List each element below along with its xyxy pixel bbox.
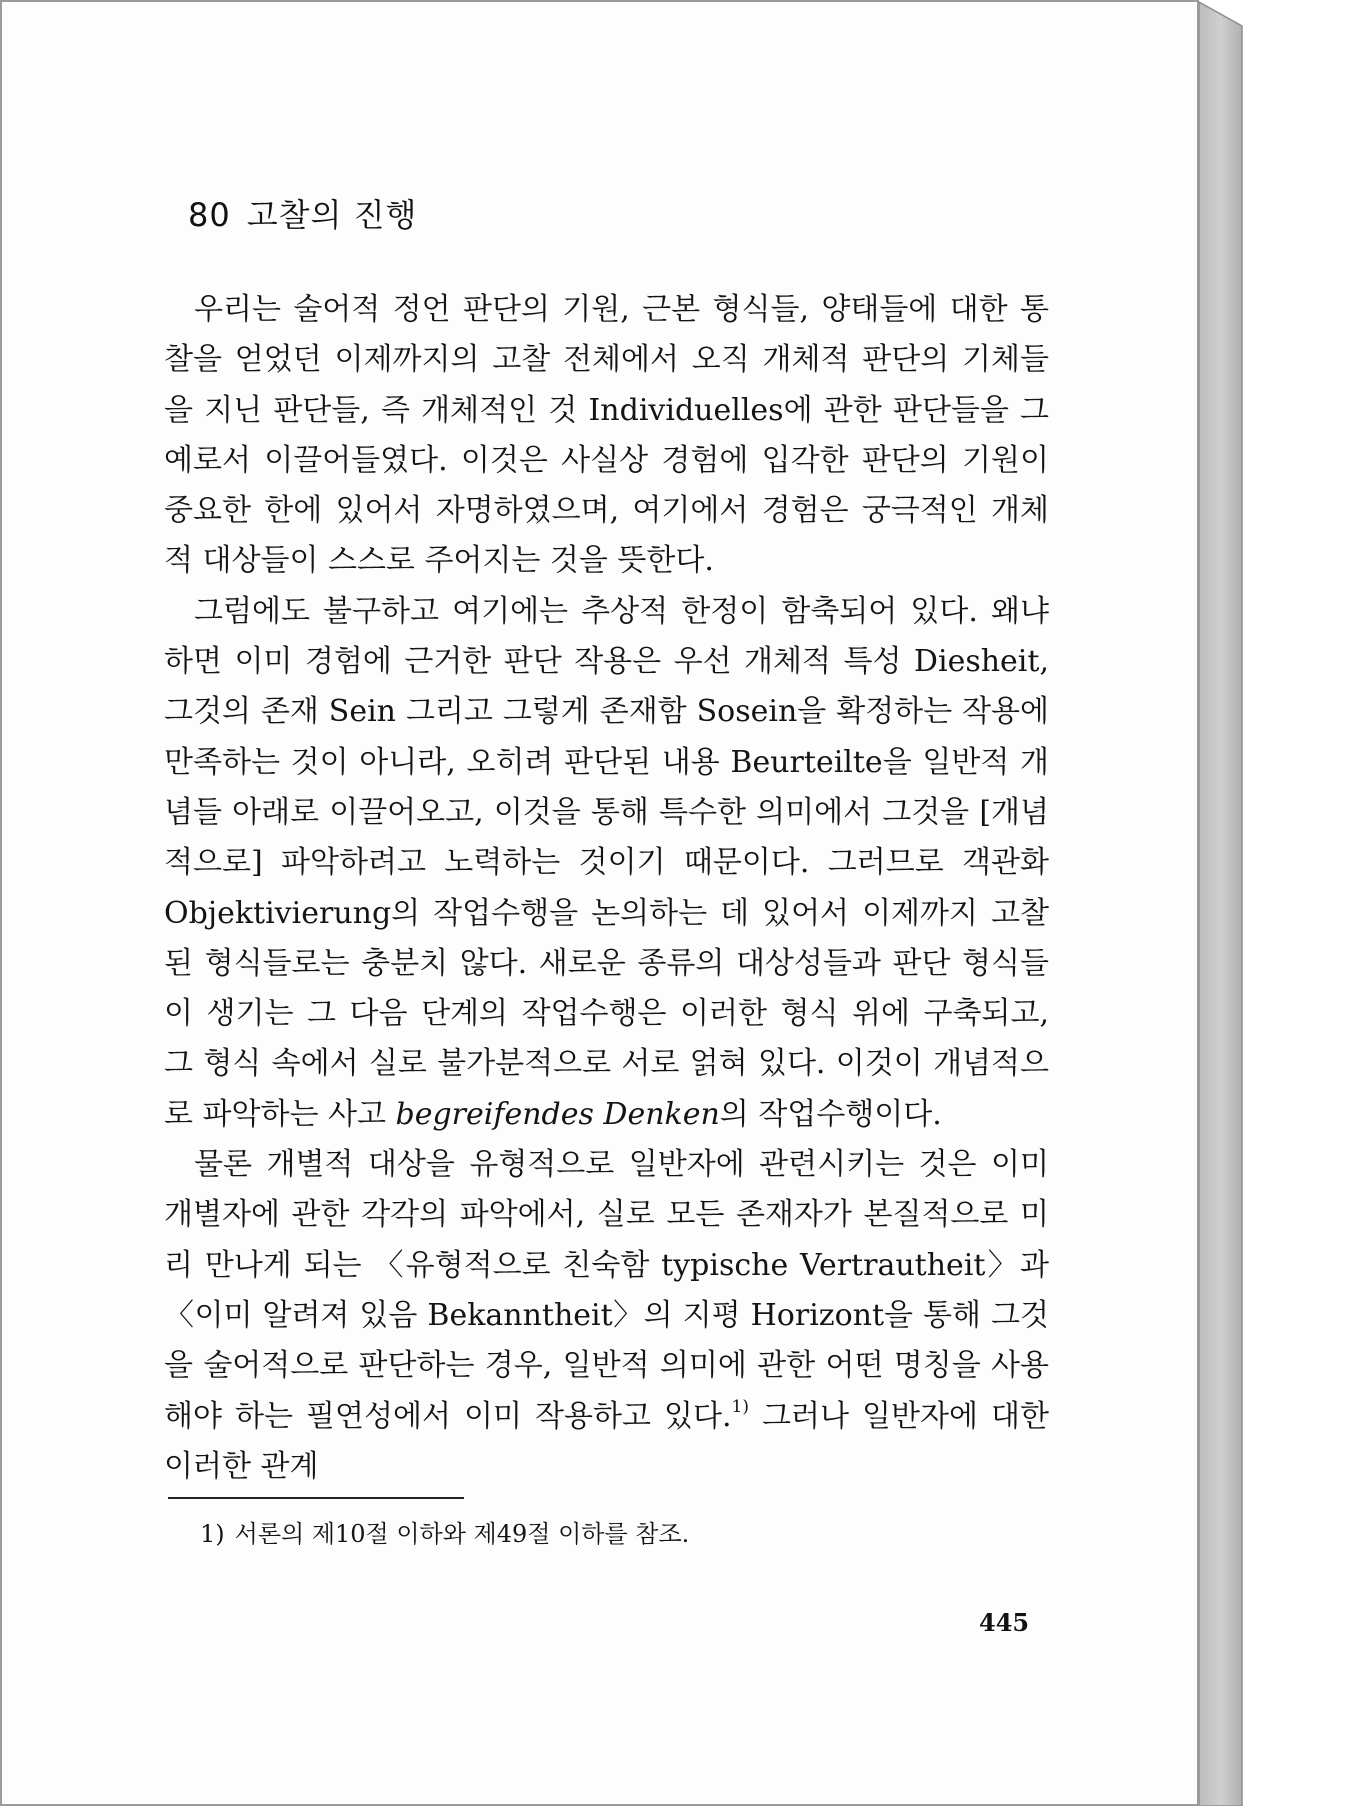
paragraph-3 bbox=[164, 1140, 1049, 1492]
italic-term: begreifendes Denken bbox=[395, 1096, 720, 1132]
footnote-divider bbox=[168, 1497, 464, 1499]
paragraph-1-text: 우리는 술어적 정언 판단의 기원, 근본 형식들, 양태들에 대한 통찰을 얻었던 이제까지의 고찰 전체에서 오직 개체적 판단의 기체들을 지닌 판단들, 즉 개체적인 것 Individuelles에 관한 판단들을 그 예로서 이끌어들였다. 이것은 사실상 경험에 입각한 판단의 기원이 중요한 한에 있어서 자명하였으며, 여기에서 경험은 궁극적인 개체적 대상들이 스스로 주어지는 것을 뜻한다. bbox=[164, 292, 1049, 579]
footnote-text: 서론의 제10절 이하와 제49절 이하를 참조. bbox=[234, 1520, 690, 1548]
page-edge-shading bbox=[1199, 0, 1249, 1806]
footnote-reference[interactable]: 1) bbox=[731, 1396, 749, 1417]
page-number: 445 bbox=[979, 1608, 1030, 1637]
paragraph-2-text: 그럼에도 불구하고 여기에는 추상적 한정이 함축되어 있다. 왜냐하면 이미 경험에 근거한 판단 작용은 우선 개체적 특성 Diesheit, 그것의 존재 Sein 그리고 그렇게 존재함 Sosein을 확정하는 작용에 만족하는 것이 아니라, 오히려 판단된 내용 Beurteilte을 일반적 개념들 아래로 이끌어오고, 이것을 통해 특수한 의미에서 그것을 [개념적으로] 파악하려고 노력하는 것이기 때문이다. 그러므로 객관화 Objektivierung의 작업수행을 논의하는 데 있어서 이제까지 고찰된 형식들로는 충분치 않다. 새로운 종류의 대상성들과 판단 형식들이 생기는 그 다음 단계의 작업수행은 이러한 형식 위에 구축되고, 그 형식 속에서 실로 불가분적으로 서로 얽혀 있다. 이것이 개념적으로 파악하는 사고 bbox=[164, 593, 1049, 1132]
footnote-mark: 1) bbox=[200, 1520, 225, 1548]
footnote bbox=[200, 1519, 689, 1549]
paragraph-2 bbox=[164, 587, 1049, 1140]
paragraph-3-text: 물론 개별적 대상을 유형적으로 일반자에 관련시키는 것은 이미 개별자에 관한 각각의 파악에서, 실로 모든 존재자가 본질적으로 미리 만나게 되는 〈유형적으로 친숙함 typische Vertrautheit〉과 〈이미 알려져 있음 Bekanntheit〉의 지평 Horizont을 통해 그것을 술어적으로 판단하는 경우, 일반적 의미에 관한 어떤 명칭을 사용해야 하는 필연성에서 이미 작용하고 있다. bbox=[164, 1147, 1049, 1434]
paragraph-1 bbox=[164, 285, 1049, 587]
header-title: 고찰의 진행 bbox=[246, 196, 418, 234]
paragraph-3-tail: 그러나 일반자에 대한 이러한 관계 bbox=[164, 1398, 1049, 1484]
running-header bbox=[188, 190, 417, 236]
paragraph-2-tail: 의 작업수행이다. bbox=[719, 1096, 942, 1132]
header-page-ref: 80 bbox=[188, 196, 231, 234]
body-text bbox=[164, 285, 1049, 1492]
